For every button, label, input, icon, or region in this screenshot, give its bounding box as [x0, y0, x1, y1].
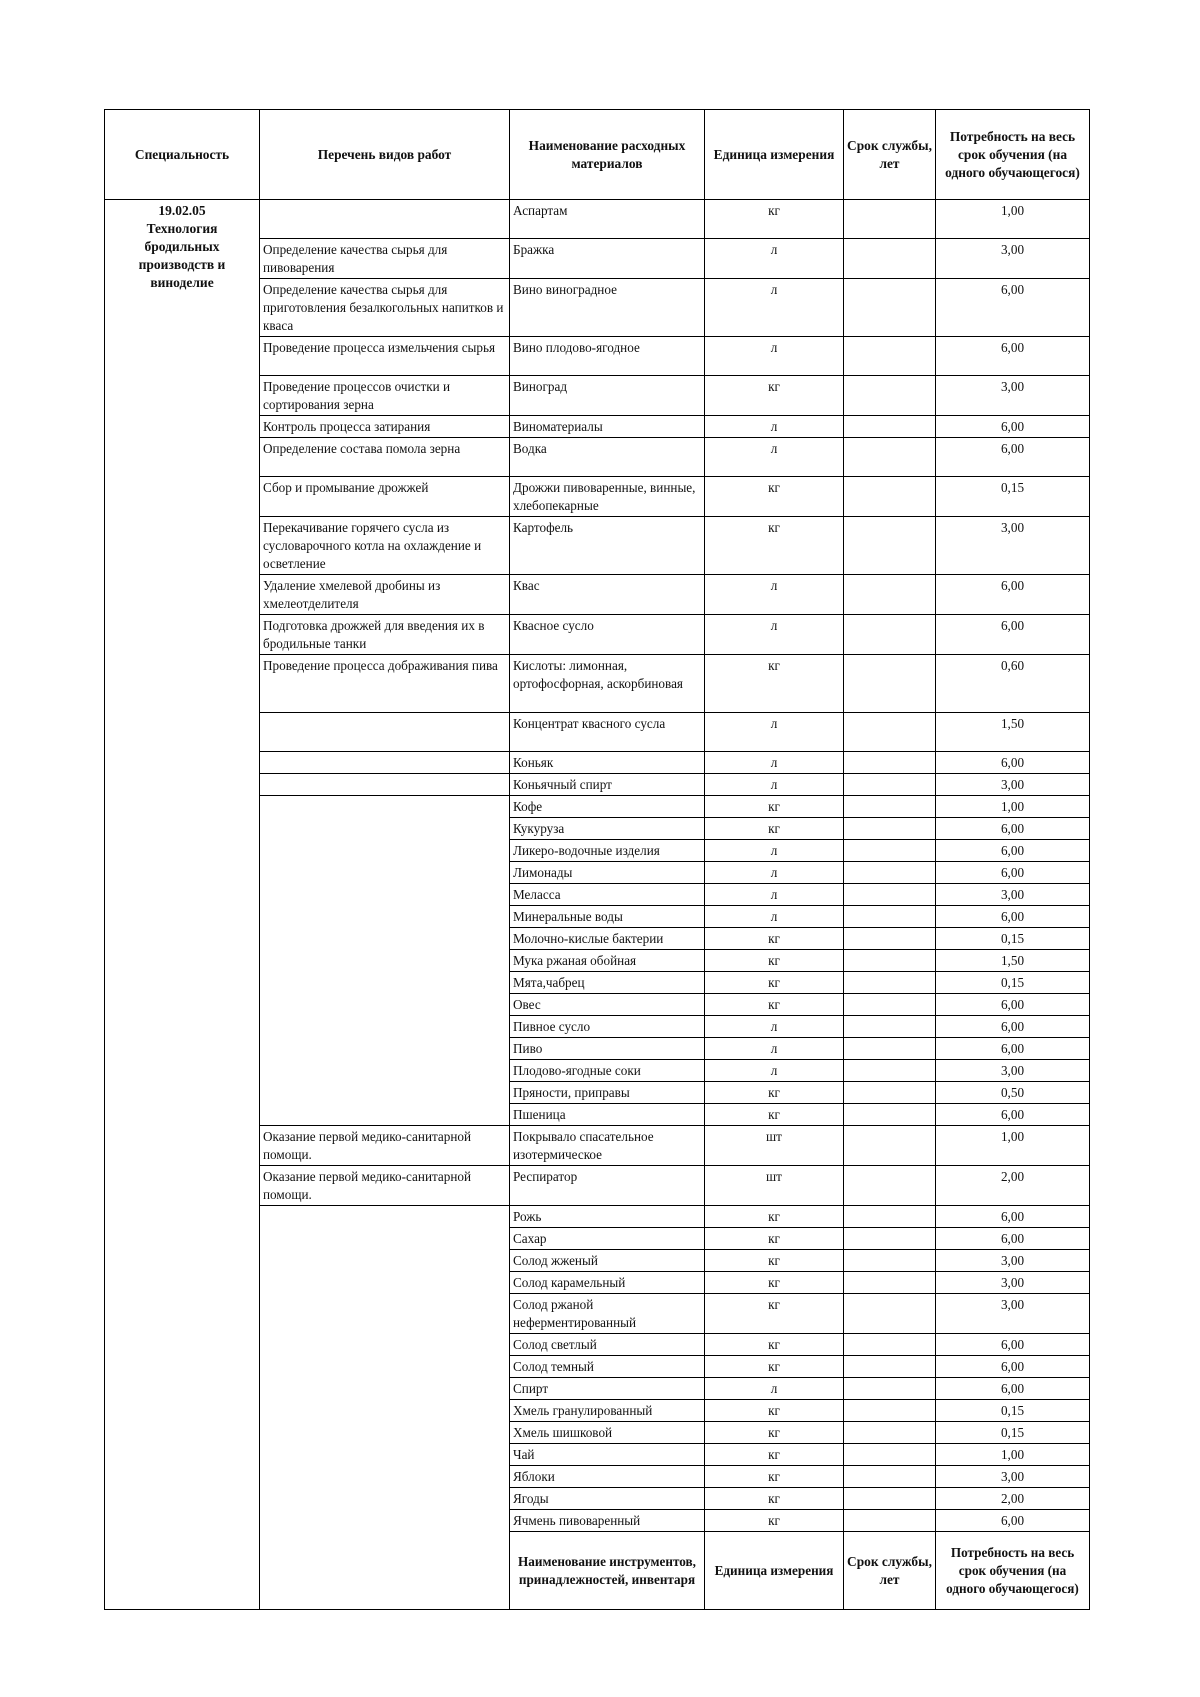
- unit-cell: кг: [705, 928, 844, 950]
- service-life-cell: [844, 1016, 936, 1038]
- work-cell: Проведение процессов очистки и сортирования зерна: [260, 376, 510, 416]
- service-life-cell: [844, 796, 936, 818]
- service-life-cell: [844, 1038, 936, 1060]
- material-cell: Мука ржаная обойная: [510, 950, 705, 972]
- need-cell: 6,00: [936, 438, 1090, 477]
- service-life-cell: [844, 1166, 936, 1206]
- unit-cell: кг: [705, 655, 844, 713]
- work-cell: [260, 752, 510, 774]
- material-cell: Концентрат квасного сусла: [510, 713, 705, 752]
- work-cell: [260, 713, 510, 752]
- need-cell: 6,00: [936, 906, 1090, 928]
- work-cell: Проведение процесса измельчения сырья: [260, 337, 510, 376]
- service-life-cell: [844, 862, 936, 884]
- unit-cell: л: [705, 1378, 844, 1400]
- service-life-cell: [844, 200, 936, 239]
- material-cell: Чай: [510, 1444, 705, 1466]
- material-cell: Спирт: [510, 1378, 705, 1400]
- service-life-cell: [844, 818, 936, 840]
- service-life-cell: [844, 752, 936, 774]
- material-cell: Яблоки: [510, 1466, 705, 1488]
- need-cell: 6,00: [936, 279, 1090, 337]
- material-cell: Кислоты: лимонная, ортофосфорная, аскорбиновая: [510, 655, 705, 713]
- need-cell: 6,00: [936, 1206, 1090, 1228]
- material-cell: Мята,чабрец: [510, 972, 705, 994]
- unit-cell: кг: [705, 1422, 844, 1444]
- need-cell: 3,00: [936, 1250, 1090, 1272]
- need-cell: 6,00: [936, 1356, 1090, 1378]
- subheader-tools: Наименование инструментов, принадлежностей, инвентаря: [510, 1532, 705, 1610]
- need-cell: 6,00: [936, 994, 1090, 1016]
- service-life-cell: [844, 906, 936, 928]
- material-cell: Молочно-кислые бактерии: [510, 928, 705, 950]
- service-life-cell: [844, 416, 936, 438]
- unit-cell: л: [705, 884, 844, 906]
- material-cell: Виноград: [510, 376, 705, 416]
- unit-cell: л: [705, 438, 844, 477]
- unit-cell: кг: [705, 1206, 844, 1228]
- unit-cell: кг: [705, 1444, 844, 1466]
- work-cell: Удаление хмелевой дробины из хмелеотделителя: [260, 575, 510, 615]
- unit-cell: л: [705, 615, 844, 655]
- material-cell: Солод темный: [510, 1356, 705, 1378]
- service-life-cell: [844, 1356, 936, 1378]
- material-cell: Пшеница: [510, 1104, 705, 1126]
- material-cell: Респиратор: [510, 1166, 705, 1206]
- material-cell: Виноматериалы: [510, 416, 705, 438]
- need-cell: 6,00: [936, 818, 1090, 840]
- need-cell: 1,50: [936, 950, 1090, 972]
- need-cell: 0,15: [936, 1400, 1090, 1422]
- material-cell: Аспартам: [510, 200, 705, 239]
- need-cell: 6,00: [936, 615, 1090, 655]
- material-cell: Ликеро-водочные изделия: [510, 840, 705, 862]
- service-life-cell: [844, 1104, 936, 1126]
- need-cell: 0,15: [936, 1422, 1090, 1444]
- subheader-service-life: Срок службы, лет: [844, 1532, 936, 1610]
- need-cell: 6,00: [936, 1104, 1090, 1126]
- material-cell: Лимонады: [510, 862, 705, 884]
- service-life-cell: [844, 1510, 936, 1532]
- header-specialty: Специальность: [105, 110, 260, 200]
- unit-cell: кг: [705, 1356, 844, 1378]
- unit-cell: л: [705, 752, 844, 774]
- service-life-cell: [844, 1378, 936, 1400]
- need-cell: 6,00: [936, 337, 1090, 376]
- unit-cell: кг: [705, 994, 844, 1016]
- unit-cell: кг: [705, 1488, 844, 1510]
- work-cell: Определение качества сырья для пивоварения: [260, 239, 510, 279]
- unit-cell: л: [705, 575, 844, 615]
- service-life-cell: [844, 1444, 936, 1466]
- need-cell: 0,15: [936, 928, 1090, 950]
- service-life-cell: [844, 774, 936, 796]
- header-works: Перечень видов работ: [260, 110, 510, 200]
- service-life-cell: [844, 1294, 936, 1334]
- material-cell: Кофе: [510, 796, 705, 818]
- service-life-cell: [844, 615, 936, 655]
- need-cell: 3,00: [936, 1294, 1090, 1334]
- table-header-row: [105, 110, 1090, 200]
- service-life-cell: [844, 438, 936, 477]
- unit-cell: кг: [705, 517, 844, 575]
- subheader-unit: Единица измерения: [705, 1532, 844, 1610]
- unit-cell: л: [705, 840, 844, 862]
- material-cell: Хмель гранулированный: [510, 1400, 705, 1422]
- unit-cell: л: [705, 713, 844, 752]
- unit-cell: шт: [705, 1166, 844, 1206]
- material-cell: Картофель: [510, 517, 705, 575]
- unit-cell: кг: [705, 818, 844, 840]
- header-service-life: Срок службы, лет: [844, 110, 936, 200]
- unit-cell: кг: [705, 1104, 844, 1126]
- need-cell: 3,00: [936, 884, 1090, 906]
- table-row: [105, 200, 1090, 239]
- work-cell: Определение качества сырья для приготовления безалкогольных напитков и кваса: [260, 279, 510, 337]
- unit-cell: кг: [705, 1466, 844, 1488]
- need-cell: 0,50: [936, 1082, 1090, 1104]
- need-cell: 3,00: [936, 1060, 1090, 1082]
- unit-cell: кг: [705, 1228, 844, 1250]
- material-cell: Ягоды: [510, 1488, 705, 1510]
- service-life-cell: [844, 1400, 936, 1422]
- work-cell: [260, 200, 510, 239]
- unit-cell: кг: [705, 1334, 844, 1356]
- work-cell: Определение состава помола зерна: [260, 438, 510, 477]
- material-cell: Плодово-ягодные соки: [510, 1060, 705, 1082]
- need-cell: 6,00: [936, 752, 1090, 774]
- service-life-cell: [844, 840, 936, 862]
- need-cell: 3,00: [936, 376, 1090, 416]
- work-cell-empty: [260, 1206, 510, 1610]
- service-life-cell: [844, 1060, 936, 1082]
- material-cell: Минеральные воды: [510, 906, 705, 928]
- unit-cell: л: [705, 1038, 844, 1060]
- service-life-cell: [844, 928, 936, 950]
- need-cell: 3,00: [936, 1272, 1090, 1294]
- work-cell: Оказание первой медико-санитарной помощи.: [260, 1166, 510, 1206]
- specialty-name: Технология бродильных производств и виноделие: [138, 221, 226, 290]
- service-life-cell: [844, 337, 936, 376]
- unit-cell: л: [705, 906, 844, 928]
- material-cell: Рожь: [510, 1206, 705, 1228]
- material-cell: Хмель шишковой: [510, 1422, 705, 1444]
- work-cell: [260, 774, 510, 796]
- service-life-cell: [844, 376, 936, 416]
- material-cell: Солод жженый: [510, 1250, 705, 1272]
- need-cell: 6,00: [936, 1016, 1090, 1038]
- unit-cell: кг: [705, 1400, 844, 1422]
- material-cell: Пиво: [510, 1038, 705, 1060]
- service-life-cell: [844, 1082, 936, 1104]
- material-cell: Покрывало спасательное изотермическое: [510, 1126, 705, 1166]
- need-cell: 6,00: [936, 1334, 1090, 1356]
- service-life-cell: [844, 655, 936, 713]
- service-life-cell: [844, 1466, 936, 1488]
- need-cell: 6,00: [936, 1378, 1090, 1400]
- unit-cell: кг: [705, 200, 844, 239]
- work-cell: Подготовка дрожжей для введения их в бродильные танки: [260, 615, 510, 655]
- work-cell: Оказание первой медико-санитарной помощи.: [260, 1126, 510, 1166]
- unit-cell: л: [705, 337, 844, 376]
- unit-cell: л: [705, 774, 844, 796]
- need-cell: 6,00: [936, 1228, 1090, 1250]
- need-cell: 6,00: [936, 862, 1090, 884]
- service-life-cell: [844, 884, 936, 906]
- need-cell: 1,00: [936, 200, 1090, 239]
- work-cell: Перекачивание горячего сусла из сусловарочного котла на охлаждение и осветление: [260, 517, 510, 575]
- material-cell: Пивное сусло: [510, 1016, 705, 1038]
- material-cell: Кукуруза: [510, 818, 705, 840]
- material-cell: Коньяк: [510, 752, 705, 774]
- service-life-cell: [844, 1422, 936, 1444]
- need-cell: 6,00: [936, 840, 1090, 862]
- unit-cell: шт: [705, 1126, 844, 1166]
- unit-cell: кг: [705, 1272, 844, 1294]
- material-cell: Вино виноградное: [510, 279, 705, 337]
- service-life-cell: [844, 994, 936, 1016]
- need-cell: 3,00: [936, 774, 1090, 796]
- service-life-cell: [844, 517, 936, 575]
- unit-cell: кг: [705, 972, 844, 994]
- unit-cell: л: [705, 1016, 844, 1038]
- unit-cell: кг: [705, 477, 844, 517]
- specialty-code: 19.02.05: [158, 203, 206, 218]
- material-cell: Вино плодово-ягодное: [510, 337, 705, 376]
- service-life-cell: [844, 239, 936, 279]
- work-cell: Контроль процесса затирания: [260, 416, 510, 438]
- unit-cell: кг: [705, 376, 844, 416]
- subheader-need: Потребность на весь срок обучения (на одного обучающегося): [936, 1532, 1090, 1610]
- service-life-cell: [844, 1488, 936, 1510]
- need-cell: 1,50: [936, 713, 1090, 752]
- unit-cell: л: [705, 239, 844, 279]
- work-cell-empty: [260, 796, 510, 1126]
- header-unit: Единица измерения: [705, 110, 844, 200]
- service-life-cell: [844, 575, 936, 615]
- need-cell: 3,00: [936, 1466, 1090, 1488]
- unit-cell: кг: [705, 1250, 844, 1272]
- work-cell: Сбор и промывание дрожжей: [260, 477, 510, 517]
- material-cell: Сахар: [510, 1228, 705, 1250]
- unit-cell: л: [705, 1060, 844, 1082]
- unit-cell: л: [705, 279, 844, 337]
- need-cell: 6,00: [936, 575, 1090, 615]
- specialty-cell: [105, 200, 260, 1610]
- material-cell: Овес: [510, 994, 705, 1016]
- material-cell: Ячмень пивоваренный: [510, 1510, 705, 1532]
- material-cell: Дрожжи пивоваренные, винные, хлебопекарные: [510, 477, 705, 517]
- need-cell: 1,00: [936, 1444, 1090, 1466]
- need-cell: 1,00: [936, 1126, 1090, 1166]
- material-cell: Бражка: [510, 239, 705, 279]
- unit-cell: кг: [705, 1510, 844, 1532]
- service-life-cell: [844, 972, 936, 994]
- header-need: Потребность на весь срок обучения (на одного обучающегося): [936, 110, 1090, 200]
- unit-cell: л: [705, 862, 844, 884]
- material-cell: Пряности, приправы: [510, 1082, 705, 1104]
- table-body: [105, 200, 1090, 1610]
- service-life-cell: [844, 1228, 936, 1250]
- need-cell: 3,00: [936, 517, 1090, 575]
- unit-cell: кг: [705, 950, 844, 972]
- unit-cell: кг: [705, 796, 844, 818]
- unit-cell: кг: [705, 1294, 844, 1334]
- need-cell: 6,00: [936, 416, 1090, 438]
- service-life-cell: [844, 1206, 936, 1228]
- material-cell: Меласса: [510, 884, 705, 906]
- need-cell: 0,15: [936, 972, 1090, 994]
- material-cell: Коньячный спирт: [510, 774, 705, 796]
- need-cell: 6,00: [936, 1038, 1090, 1060]
- need-cell: 0,60: [936, 655, 1090, 713]
- material-cell: Солод карамельный: [510, 1272, 705, 1294]
- material-cell: Квас: [510, 575, 705, 615]
- service-life-cell: [844, 279, 936, 337]
- materials-table: [104, 109, 1090, 1610]
- service-life-cell: [844, 477, 936, 517]
- material-cell: Водка: [510, 438, 705, 477]
- need-cell: 6,00: [936, 1510, 1090, 1532]
- material-cell: Солод светлый: [510, 1334, 705, 1356]
- need-cell: 2,00: [936, 1166, 1090, 1206]
- service-life-cell: [844, 950, 936, 972]
- material-cell: Квасное сусло: [510, 615, 705, 655]
- material-cell: Солод ржаной неферментированный: [510, 1294, 705, 1334]
- need-cell: 2,00: [936, 1488, 1090, 1510]
- service-life-cell: [844, 1272, 936, 1294]
- need-cell: 3,00: [936, 239, 1090, 279]
- need-cell: 1,00: [936, 796, 1090, 818]
- work-cell: Проведение процесса дображивания пива: [260, 655, 510, 713]
- unit-cell: л: [705, 416, 844, 438]
- service-life-cell: [844, 1250, 936, 1272]
- service-life-cell: [844, 1334, 936, 1356]
- service-life-cell: [844, 713, 936, 752]
- need-cell: 0,15: [936, 477, 1090, 517]
- header-materials: Наименование расходных материалов: [510, 110, 705, 200]
- unit-cell: кг: [705, 1082, 844, 1104]
- service-life-cell: [844, 1126, 936, 1166]
